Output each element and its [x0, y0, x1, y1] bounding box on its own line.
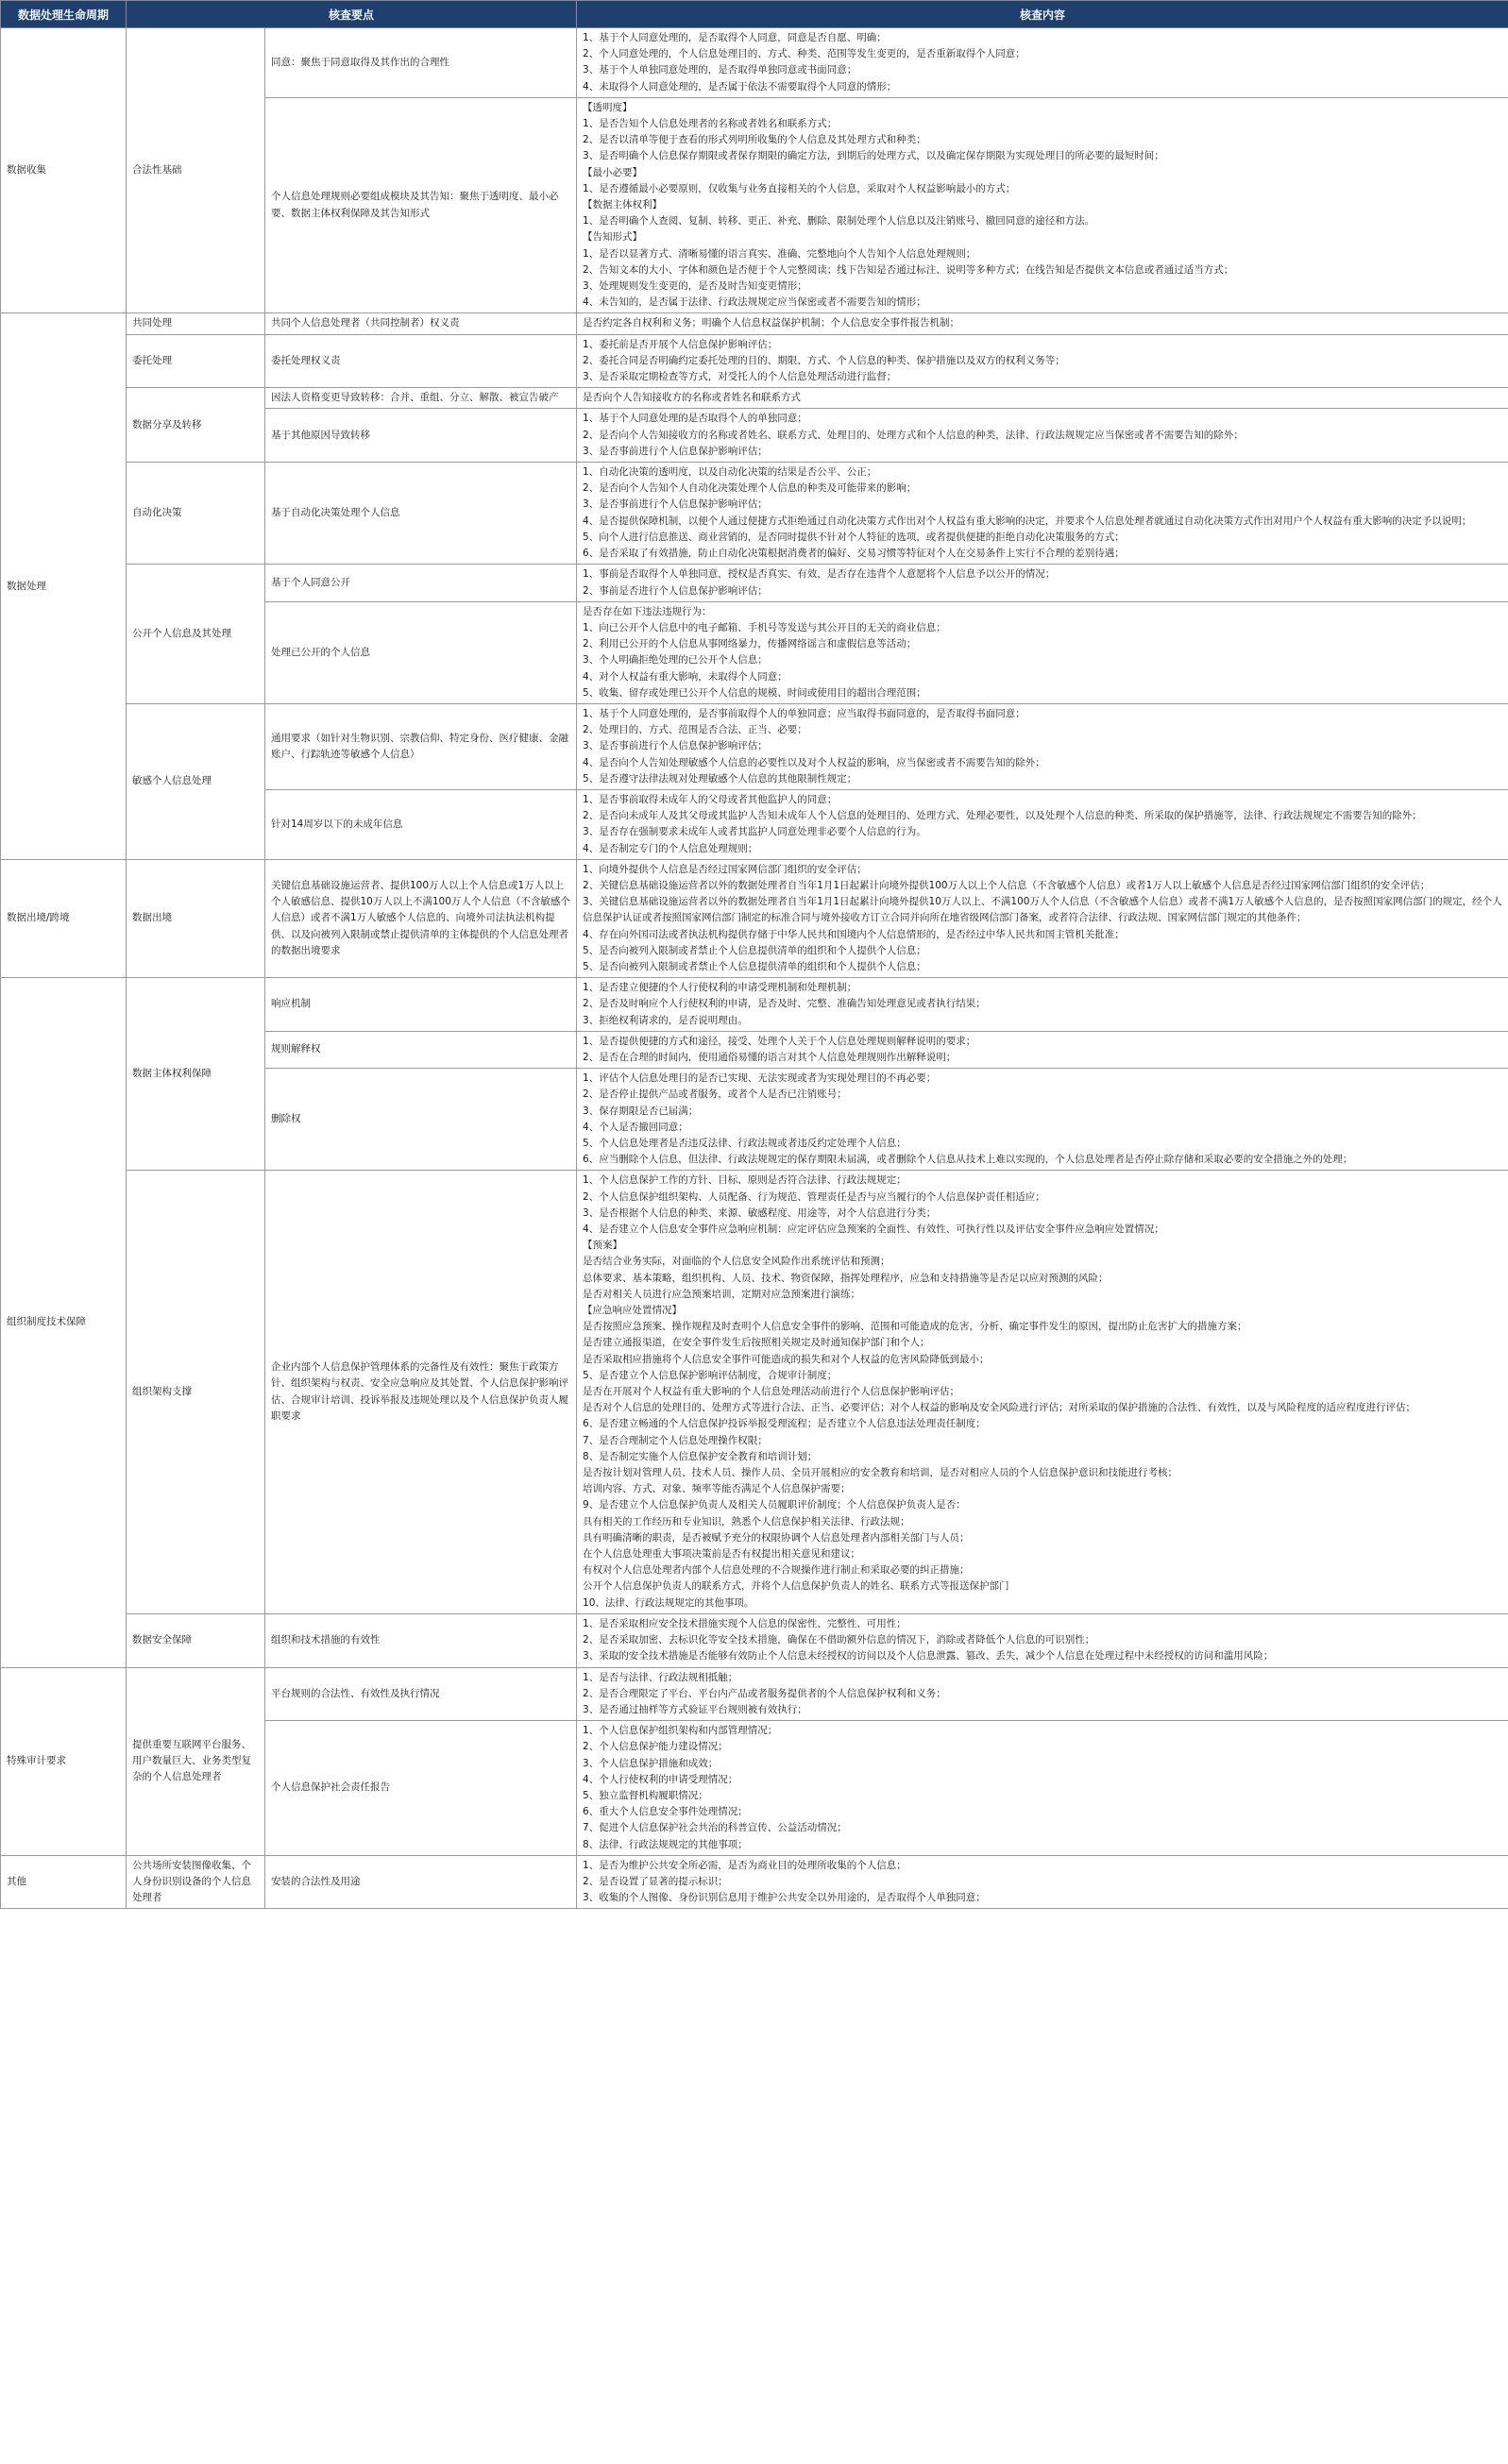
check-content-cell — [577, 565, 1508, 601]
category-cell: 公开个人信息及其处理 — [127, 565, 265, 704]
content-line: 是否采取相应措施将个人信息安全事件可能造成的损失和对个人权益的危害风险降低到最小； — [583, 1353, 990, 1365]
content-line: 公开个人信息保护负责人的联系方式，并将个人信息保护负责人的姓名、联系方式等报送保护部门 — [583, 1580, 1009, 1593]
check-content-cell — [577, 1613, 1508, 1667]
content-line: 有权对个人信息处理者内部个人信息处理的不合规操作进行制止和采取必要的纠正措施； — [583, 1564, 970, 1577]
check-point-cell: 基于自动化决策处理个人信息 — [265, 463, 577, 565]
check-point-cell: 基于其他原因导致转移 — [265, 409, 577, 463]
content-line: 4、是否制定专门的个人信息处理规则； — [583, 842, 758, 854]
check-point-cell: 委托处理权义责 — [265, 334, 577, 388]
category-cell: 提供重要互联网平台服务、用户数量巨大、业务类型复杂的个人信息处理者 — [127, 1667, 265, 1855]
content-line: 5、个人信息处理者是否违反法律、行政法规或者违反约定处理个人信息； — [583, 1138, 906, 1149]
content-line: 2、是否向个人告知个人自动化决策处理个人信息的种类及可能带来的影响； — [583, 482, 917, 495]
content-line: 9、是否建立个人信息保护负责人及相关人员履职评价制度；个人信息保护负责人是否： — [583, 1499, 966, 1511]
category-cell: 数据出境 — [127, 859, 265, 977]
table-row — [1, 313, 1508, 334]
check-point-cell: 通用要求（如针对生物识别、宗教信仰、特定身份、医疗健康、金融账户、行踪轨迹等敏感个人信息） — [265, 703, 577, 789]
check-content-cell — [577, 601, 1508, 703]
lifecycle-stage-cell: 特殊审计要求 — [1, 1667, 127, 1855]
content-line: 2、是否在合理的时间内，使用通俗易懂的语言对其个人信息处理规则作出解释说明； — [583, 1051, 957, 1063]
content-line: 4、是否向个人告知处理敏感个人信息的必要性以及对个人权益的影响，应当保密或者不需要告知的除外； — [583, 756, 1045, 768]
content-line: 1、基于个人同意处理的是否取得个人的单独同意； — [583, 413, 807, 425]
table-row — [1, 334, 1508, 388]
content-line: 培训内容、方式、对象、频率等能否满足个人信息保护需要； — [583, 1483, 851, 1495]
check-point-cell: 个人信息处理规则必要组成模块及其告知：聚焦于透明度、最小必要、数据主体权利保障及其告知形式 — [265, 97, 577, 313]
content-line: 2、是否合理限定了平台、平台内产品或者服务提供者的个人信息保护权利和义务； — [583, 1687, 946, 1699]
content-line: 3、是否事前进行个人信息保护影响评估； — [583, 498, 768, 511]
content-line: 4、是否提供保障机制，以便个人通过便捷方式拒绝通过自动化决策方式作出对个人权益有重大影响的决定，并要求个人信息处理者就通过自动化决策方式作出对用户个人权益有重大影响的决定予以说明； — [583, 515, 1472, 527]
category-cell: 组织架构支撑 — [127, 1171, 265, 1613]
check-content-cell — [577, 859, 1508, 977]
content-line: 3、是否根据个人信息的种类、来源、敏感程度、用途等，对个人信息进行分类； — [583, 1207, 937, 1219]
content-line: 5、是否向被列入限制或者禁止个人信息提供清单的组织和个人提供个人信息； — [583, 944, 926, 956]
content-line: 4、个人是否撤回同意； — [583, 1121, 688, 1133]
check-content-cell — [577, 1069, 1508, 1171]
content-line: 1、向已公开个人信息中的电子邮箱、手机号等发送与其公开目的无关的商业信息； — [583, 621, 946, 633]
table-row — [1, 978, 1508, 1032]
content-line: 是否约定各自权利和义务；明确个人信息权益保护机制；个人信息安全事件报告机制； — [583, 317, 960, 329]
content-line: 【透明度】 — [583, 101, 633, 113]
content-line: 1、是否告知个人信息处理者的名称或者姓名和联系方式； — [583, 118, 838, 130]
content-line: 1、自动化决策的透明度，以及自动化决策的结果是否公平、公正； — [583, 466, 877, 479]
content-line: 【最小必要】 — [583, 166, 643, 178]
content-line: 1、是否明确个人查阅、复制、转移、更正、补充、删除、限制处理个人信息以及注销账号、撤回同意的途径和方法。 — [583, 215, 1095, 228]
content-line: 2、个人同意处理的，个人信息处理目的、方式、种类、范围等发生变更的，是否重新取得个人同意； — [583, 48, 1025, 60]
check-point-cell: 删除权 — [265, 1069, 577, 1171]
content-line: 10、法律、行政法规规定的其他事项。 — [583, 1596, 754, 1609]
check-point-cell: 平台规则的合法性、有效性及执行情况 — [265, 1667, 577, 1721]
content-line: 1、向境外提供个人信息是否经过国家网信部门组织的安全评估； — [583, 863, 867, 875]
content-line: 2、个人信息保护能力建设情况； — [583, 1741, 728, 1753]
content-line: 具有明确清晰的职责，是否被赋予充分的权限协调个人信息处理者内部相关部门与人员； — [583, 1531, 970, 1544]
check-content-cell — [577, 313, 1508, 334]
content-line: 是否存在如下违法违规行为： — [583, 605, 712, 617]
content-line: 1、是否与法律、行政法规相抵触； — [583, 1671, 738, 1683]
content-line: 4、对个人权益有重大影响，未取得个人同意； — [583, 670, 788, 683]
content-line: 5、是否建立个人信息保护影响评估制度，合规审计制度； — [583, 1369, 838, 1381]
check-point-cell: 组织和技术措施的有效性 — [265, 1613, 577, 1667]
content-line: 是否对相关人员进行应急预案培训，定期对应急预案进行演练； — [583, 1288, 861, 1300]
content-line: 5、收集、留存或处理已公开个人信息的规模、时间或使用目的超出合理范围； — [583, 686, 926, 699]
table-row — [1, 1855, 1508, 1909]
check-content-cell — [577, 978, 1508, 1032]
table-row — [1, 28, 1508, 98]
content-line: 3、个人明确拒绝处理的已公开个人信息； — [583, 654, 768, 667]
check-point-cell: 基于个人同意公开 — [265, 565, 577, 601]
content-line: 3、是否存在强制要求未成年人或者其监护人同意处理非必要个人信息的行为。 — [583, 826, 926, 838]
content-line: 7、是否合理制定个人信息处理操作权限； — [583, 1434, 768, 1446]
content-line: 1、是否提供便捷的方式和途径，接受、处理个人关于个人信息处理规则解释说明的要求； — [583, 1035, 976, 1047]
content-line: 【预案】 — [583, 1240, 623, 1252]
header-check-content: 核查内容 — [577, 1, 1508, 28]
content-line: 是否按照应急预案、操作规程及时查明个人信息安全事件的影响、范围和可能造成的危害，分析、确定事件发生的原因，提出防止危害扩大的措施方案； — [583, 1321, 1247, 1333]
table-header-row — [1, 1, 1508, 28]
content-line: 3、关键信息基础设施运营者以外的数据处理者自当年1月1日起累计向境外提供10万人以上、不满100万人个人信息（不含敏感个人信息）或者不满1万人敏感个人信息的，是否按照国家网信部门的规定，经个人信息保护认证或者按照国家网信部门制定的标准合同与境外接收方订立合同并向所在地省级网信部门备案，或者符合法律、行政法规、国家网信部门规定的其他条件； — [583, 896, 1502, 924]
content-line: 1、个人信息保护组织架构和内部管理情况； — [583, 1725, 778, 1737]
content-line: 是否对个人信息的处理目的、处理方式等进行合法、正当、必要评估；对个人权益的影响及安全风险进行评估；对所采取的保护措施的合法性、有效性，以及与风险程度的适应程度进行评估； — [583, 1402, 1416, 1414]
check-content-cell — [577, 334, 1508, 388]
content-line: 6、重大个人信息安全事件处理情况； — [583, 1806, 748, 1818]
content-line: 3、是否事前进行个人信息保护影响评估； — [583, 740, 768, 752]
check-content-cell — [577, 1855, 1508, 1909]
content-line: 1、个人信息保护工作的方针、目标、原则是否符合法律、行政法规规定； — [583, 1174, 906, 1187]
content-line: 2、是否向未成年人及其父母或其监护人告知未成年人个人信息的处理目的、处理方式、处理必要性，以及处理个人信息的种类、所采取的保护措施等，法律、行政法规规定不需要告知的除外； — [583, 810, 1422, 822]
content-line: 2、处理目的、方式、范围是否合法、正当、必要； — [583, 724, 807, 736]
table-row — [1, 463, 1508, 565]
header-check-point: 核查要点 — [127, 1, 577, 28]
category-cell: 数据安全保障 — [127, 1613, 265, 1667]
table-row — [1, 859, 1508, 977]
check-point-cell: 共同个人信息处理者（共同控制者）权义责 — [265, 313, 577, 334]
content-line: 3、是否采取定期检查等方式，对受托人的个人信息处理活动进行监督； — [583, 371, 897, 383]
check-point-cell: 关键信息基础设施运营者、提供100万人以上个人信息或1万人以上个人敏感信息、提供10万人以上不满100万人个人信息（不含敏感个人信息）或者不满1万人敏感个人信息的、向境外司法执法机构提供、以及向被列入限制或禁止提供清单的主体提供的个人信息处理者的数据出境要求 — [265, 859, 577, 977]
content-line: 8、是否制定实施个人信息保护安全教育和培训计划； — [583, 1450, 818, 1462]
table-row — [1, 1667, 1508, 1721]
content-line: 1、是否为维护公共安全所必需，是否为商业目的处理所收集的个人信息； — [583, 1859, 906, 1871]
category-cell: 数据主体权利保障 — [127, 978, 265, 1171]
check-content-cell — [577, 1171, 1508, 1613]
content-line: 7、促进个人信息保护社会共治的科普宣传、公益活动情况； — [583, 1822, 847, 1834]
content-line: 2、是否向个人告知接收方的名称或者姓名、联系方式、处理目的、处理方式和个人信息的种类，法律、行政法规规定应当保密或者不需要告知的除外； — [583, 429, 1244, 441]
content-line: 2、是否采取加密、去标识化等安全技术措施，确保在不借助额外信息的情况下，消除或者降低个人信息的可识别性； — [583, 1634, 1095, 1646]
check-point-cell: 规则解释权 — [265, 1031, 577, 1068]
check-content-cell — [577, 463, 1508, 565]
content-line: 4、未告知的，是否属于法律、行政法规规定应当保密或者不需要告知的情形； — [583, 296, 926, 309]
content-line: 5、向个人进行信息推送、商业营销的，是否同时提供不针对个人特征的选项，或者提供便捷的拒绝自动化决策服务的方式； — [583, 531, 1125, 543]
check-content-cell — [577, 28, 1508, 98]
content-line: 1、是否采取相应安全技术措施实现个人信息的保密性、完整性、可用性； — [583, 1617, 906, 1629]
content-line: 2、事前是否进行个人信息保护影响评估； — [583, 584, 768, 597]
lifecycle-stage-cell: 其他 — [1, 1855, 127, 1909]
content-line: 2、是否以清单等便于查看的形式列明所收集的个人信息及其处理方式和种类； — [583, 134, 926, 146]
content-line: 【数据主体权利】 — [583, 199, 663, 211]
content-line: 5、独立监督机构履职情况； — [583, 1789, 708, 1801]
content-line: 1、评估个人信息处理目的是否已实现、无法实现或者为实现处理目的不再必要； — [583, 1072, 937, 1085]
category-cell: 共同处理 — [127, 313, 265, 334]
content-line: 在个人信息处理重大事项决策前是否有权提出相关意见和建议； — [583, 1548, 861, 1561]
check-point-cell: 针对14周岁以下的未成年信息 — [265, 789, 577, 859]
check-content-cell — [577, 1031, 1508, 1068]
check-content-cell — [577, 388, 1508, 409]
content-line: 3、保存期限是否已届满； — [583, 1105, 699, 1117]
table-row — [1, 388, 1508, 409]
header-lifecycle: 数据处理生命周期 — [1, 1, 127, 28]
content-line: 1、委托前是否开展个人信息保护影响评估； — [583, 338, 778, 350]
content-line: 3、个人信息保护措施和成效； — [583, 1757, 719, 1769]
content-line: 2、告知文本的大小、字体和颜色是否便于个人完整阅读；线下告知是否通过标注、说明等多种方式；在线告知是否提供文本信息或者通过适当方式； — [583, 263, 1234, 276]
content-line: 1、基于个人同意处理的，是否取得个人同意，同意是否自愿、明确； — [583, 32, 887, 43]
check-point-cell: 响应机制 — [265, 978, 577, 1032]
content-line: 是否按计划对管理人员、技术人员、操作人员、全员开展相应的安全教育和培训，是否对相应人员的个人信息保护意识和技能进行考核； — [583, 1467, 1178, 1479]
content-line: 1、事前是否取得个人单独同意，授权是否真实、有效，是否存在违背个人意愿将个人信息予以公开的情况； — [583, 568, 1056, 581]
content-line: 5、是否向被列入限制或者禁止个人信息提供清单的组织和个人提供个人信息； — [583, 960, 926, 972]
content-line: 【告知形式】 — [583, 231, 643, 244]
content-line: 3、采取的安全技术措施是否能够有效防止个人信息未经授权的访问以及个人信息泄露、篡改、丢失，减少个人信息在处理过程中未经授权的访问和滥用风险； — [583, 1650, 1274, 1662]
check-content-cell — [577, 97, 1508, 313]
content-line: 是否建立通报渠道，在安全事件发生后按照相关规定及时通知保护部门和个人； — [583, 1337, 930, 1349]
content-line: 1、是否遵循最小必要原则，仅收集与业务直接相关的个人信息，采取对个人权益影响最小的方式； — [583, 182, 1016, 194]
content-line: 2、委托合同是否明确约定委托处理的目的、期限、方式、个人信息的种类、保护措施以及双方的权利义务等； — [583, 354, 1065, 366]
content-line: 4、个人行使权利的申请受理情况； — [583, 1773, 738, 1785]
content-line: 2、个人信息保护组织架构、人员配备、行为规范、管理责任是否与应当履行的个人信息保护责任相适应； — [583, 1190, 1045, 1203]
content-line: 是否在开展对个人权益有重大影响的个人信息处理活动前进行个人信息保护影响评估； — [583, 1386, 960, 1398]
category-cell: 敏感个人信息处理 — [127, 703, 265, 859]
content-line: 3、是否通过抽样等方式验证平台规则被有效执行； — [583, 1703, 807, 1715]
content-line: 2、是否设置了显著的提示标识； — [583, 1875, 728, 1887]
content-line: 是否向个人告知接收方的名称或者姓名和联系方式 — [583, 392, 802, 404]
content-line: 是否结合业务实际，对面临的个人信息安全风险作出系统评估和预测； — [583, 1256, 890, 1268]
content-line: 2、是否及时响应个人行使权利的申请，是否及时、完整、准确告知处理意见或者执行结果； — [583, 998, 986, 1010]
category-cell: 数据分享及转移 — [127, 388, 265, 463]
check-point-cell: 安装的合法性及用途 — [265, 1855, 577, 1909]
table-body — [1, 28, 1508, 1909]
content-line: 3、处理规则发生变更的，是否及时告知变更情形； — [583, 280, 807, 293]
table-row — [1, 1613, 1508, 1667]
category-cell: 委托处理 — [127, 334, 265, 388]
content-line: 1、是否事前取得未成年人的父母或者其他监护人的同意； — [583, 793, 838, 805]
table-row — [1, 565, 1508, 601]
check-content-cell — [577, 1721, 1508, 1856]
content-line: 6、应当删除个人信息，但法律、行政法规规定的保存期限未届满，或者删除个人信息从技术上难以实现的，个人信息处理者是否停止除存储和采取必要的安全措施之外的处理； — [583, 1154, 1353, 1166]
check-content-cell — [577, 789, 1508, 859]
content-line: 5、是否遵守法律法规对处理敏感个人信息的其他限制性规定； — [583, 772, 857, 785]
content-line: 8、法律、行政法规规定的其他事项； — [583, 1838, 748, 1850]
content-line: 1、是否建立便捷的个人行使权利的申请受理机制和处理机制； — [583, 982, 857, 994]
content-line: 4、未取得个人同意处理的，是否属于依法不需要取得个人同意的情形； — [583, 80, 897, 93]
content-line: 6、是否采取了有效措施，防止自动化决策根据消费者的偏好、交易习惯等特征对个人在交易条件上实行不合理的差别待遇； — [583, 548, 1125, 560]
content-line: 4、是否建立个人信息安全事件应急响应机制：应定评估应急预案的全面性、有效性、可执行性以及评估安全事件应急响应处置情况； — [583, 1224, 1164, 1236]
check-point-cell: 同意：聚焦于同意取得及其作出的合理性 — [265, 28, 577, 98]
lifecycle-stage-cell: 数据收集 — [1, 28, 127, 313]
table-row — [1, 703, 1508, 789]
lifecycle-stage-cell: 数据出境/跨境 — [1, 859, 127, 977]
category-cell: 自动化决策 — [127, 463, 265, 565]
category-cell: 合法性基础 — [127, 28, 265, 313]
content-line: 【应急响应处置情况】 — [583, 1305, 683, 1317]
check-point-cell: 因法人资格变更导致转移：合并、重组、分立、解散、被宣告破产 — [265, 388, 577, 409]
content-line: 3、是否明确个人信息保存期限或者保存期限的确定方法，到期后的处理方式，以及确定保存期限为实现处理目的所必要的最短时间； — [583, 150, 1164, 162]
content-line: 1、基于个人同意处理的，是否事前取得个人的单独同意；应当取得书面同意的，是否取得书面同意； — [583, 707, 1025, 719]
content-line: 6、是否建立畅通的个人信息保护投诉举报受理流程；是否建立个人信息违法处理责任制度； — [583, 1418, 986, 1430]
lifecycle-stage-cell: 数据处理 — [1, 313, 127, 859]
content-line: 3、拒绝权利请求的，是否说明理由。 — [583, 1014, 748, 1026]
content-line: 1、是否以显著方式、清晰易懂的语言真实、准确、完整地向个人告知个人信息处理规则； — [583, 247, 976, 260]
category-cell: 公共场所安装图像收集、个人身份识别设备的个人信息处理者 — [127, 1855, 265, 1909]
content-line: 3、收集的个人图像、身份识别信息用于维护公共安全以外用途的，是否取得个人单独同意； — [583, 1892, 986, 1904]
content-line: 2、利用已公开的个人信息从事网络暴力，传播网络谣言和虚假信息等活动； — [583, 638, 917, 650]
check-point-cell: 个人信息保护社会责任报告 — [265, 1721, 577, 1856]
content-line: 4、存在向外国司法或者执法机构提供存储于中华人民共和国境内个人信息情形的，是否经过中华人民共和国主管机关批准； — [583, 928, 1125, 940]
content-line: 2、是否停止提供产品或者服务，或者个人是否已注销账号； — [583, 1089, 847, 1101]
lifecycle-stage-cell: 组织制度技术保障 — [1, 978, 127, 1667]
content-line: 3、基于个人单独同意处理的，是否取得单独同意或书面同意； — [583, 64, 857, 76]
content-line: 总体要求、基本策略，组织机构、人员、技术、物资保障，指挥处理程序，应急和支持措施等是否足以应对预测的风险； — [583, 1272, 1109, 1284]
table-row — [1, 1171, 1508, 1613]
check-content-cell — [577, 1667, 1508, 1721]
content-line: 具有相关的工作经历和专业知识，熟悉个人信息保护相关法律、行政法规； — [583, 1515, 910, 1527]
check-point-cell: 处理已公开的个人信息 — [265, 601, 577, 703]
check-point-cell: 企业内部个人信息保护管理体系的完备性及有效性：聚焦于政策方针、组织架构与权责、安全应急响应及其处置、个人信息保护影响评估、合规审计培训、投诉举报及违规处理以及个人信息保护负责人履职要求 — [265, 1171, 577, 1613]
check-content-cell — [577, 703, 1508, 789]
content-line: 2、关键信息基础设施运营者以外的数据处理者自当年1月1日起累计向境外提供100万人以上个人信息（不含敏感个人信息）或者1万人以上敏感个人信息是否经过国家网信部门组织的安全评估； — [583, 879, 1431, 891]
content-line: 3、是否事前进行个人信息保护影响评估； — [583, 445, 768, 457]
check-content-cell — [577, 409, 1508, 463]
